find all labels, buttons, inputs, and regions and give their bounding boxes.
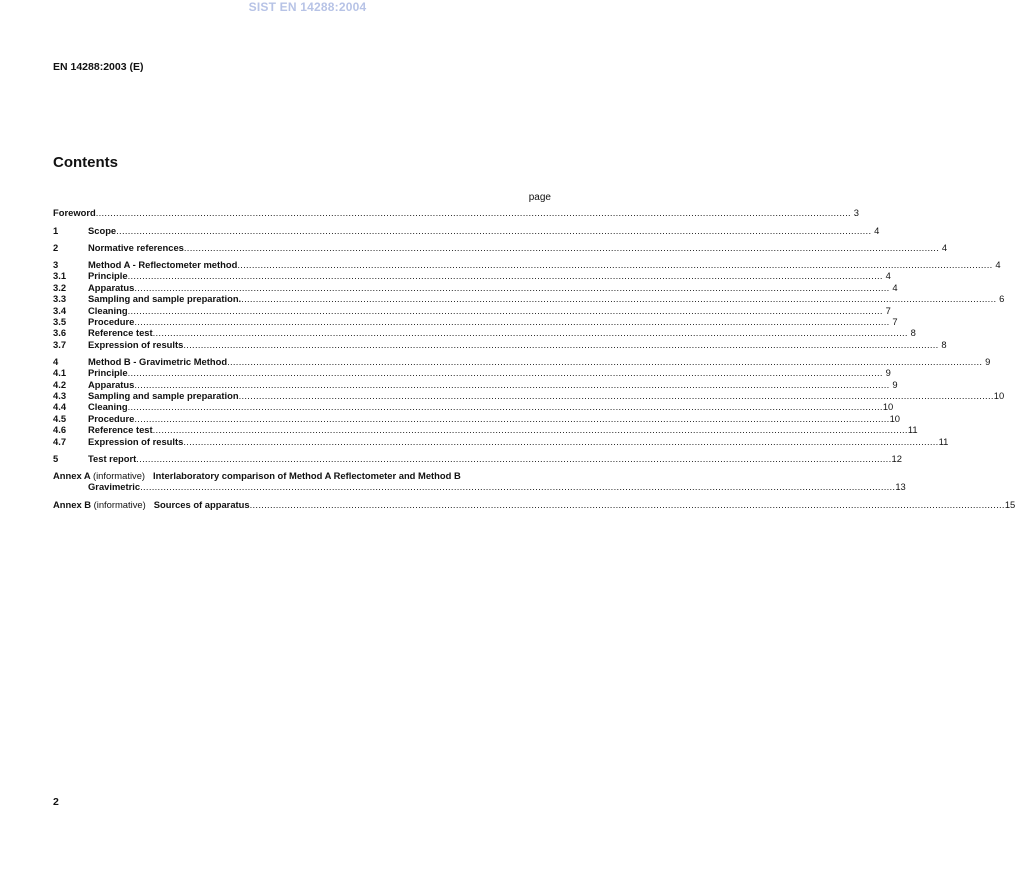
toc-entry[interactable] [53,315,898,327]
toc-entry-number: 3.7 [53,338,67,350]
toc-leader-dots: .................................................................................................................................................................................................................................................................... [152,424,908,436]
toc-entry-annex-a[interactable] [53,469,906,493]
toc-entry-title: Method A - Reflectometer method [88,258,238,270]
annex-label: Annex B [53,498,92,510]
toc-entry-number: 4.4 [53,401,67,413]
toc-entry-title: Apparatus [88,281,135,293]
toc-entry[interactable] [53,338,947,350]
toc-entry-page: 7 [885,304,891,316]
toc-entry-page: 10 [993,390,1005,402]
toc-entry-page: 4 [941,241,948,253]
toc-entry[interactable] [53,390,1005,402]
toc-entry-page: 4 [995,258,1001,270]
toc-entry-number: 4 [53,355,59,367]
toc-entry-title: Principle [88,367,128,379]
toc-entry-page: 9 [885,367,891,379]
toc-entry-title: Apparatus [88,378,135,390]
toc-entry[interactable] [53,327,916,339]
toc-entry-page: 15 [1004,498,1015,510]
toc-entry-title: Cleaning [88,304,128,316]
toc-entry-page: 8 [941,338,947,350]
table-of-contents [53,207,1015,510]
toc-entry-page: 8 [910,327,916,339]
toc-entry[interactable] [53,412,901,424]
toc-entry[interactable] [53,281,898,293]
annex-label: Annex A [53,469,91,481]
toc-entry-title: Foreword [53,207,96,219]
toc-leader-dots: .................................................................................................................................................................................................................................................................... [136,452,892,464]
toc-entry-title: Procedure [88,315,135,327]
toc-entry-title: Test report [88,452,137,464]
toc-entry-title: Procedure [88,412,135,424]
toc-leader-dots: .................................................................................................................................................................................................................................................................... [127,304,883,316]
toc-entry-number: 4.7 [53,435,67,447]
toc-entry[interactable] [53,258,1001,270]
annex-title-continued: Gravimetric [88,481,141,493]
toc-entry[interactable] [53,241,948,253]
toc-entry[interactable] [53,207,859,219]
toc-entry-title: Reference test [88,424,153,436]
page-column-label: page [528,192,551,203]
toc-entry-page: 13 [895,481,906,493]
annex-title: Sources of apparatus [153,498,250,510]
toc-entry-title: Expression of results [88,435,184,447]
toc-entry[interactable] [53,304,891,316]
annex-informative: (informative) [93,498,146,510]
toc-leader-dots: .................................................................................................................................................................................................................................................................... [249,498,1005,510]
toc-entry-number: 4.1 [53,367,67,379]
toc-entry-number: 4.2 [53,378,67,390]
toc-entry-page: 10 [882,401,894,413]
toc-entry-number: 3.4 [53,304,67,316]
toc-entry[interactable] [53,401,894,413]
toc-leader-dots: .................................................................................................................................................................................................................................................................... [152,327,908,339]
toc-leader-dots: .................................................................................................................................................................................................................................................................... [127,401,883,413]
toc-entry-number: 3.3 [53,293,67,305]
toc-leader-dots: .................................................................................................................................................................................................................................................................... [241,293,997,305]
toc-entry[interactable] [53,224,880,236]
toc-entry-title: Normative references [88,241,184,253]
toc-leader-dots: .................................................................................................................................................................................................................................................................... [95,207,851,219]
toc-leader-dots: .................................................................................................................................................................................................................................................................... [134,378,890,390]
toc-leader-dots: .................................................................................................................................................................................................................................................................... [183,338,939,350]
toc-entry-page: 9 [892,378,898,390]
toc-entry-page: 11 [938,435,949,447]
toc-entry[interactable] [53,424,918,436]
toc-entry-title: Reference test [88,327,153,339]
footer-page-number: 2 [53,796,59,808]
toc-entry-page: 4 [892,281,898,293]
toc-entry-page: 7 [892,315,898,327]
toc-leader-dots: .................................................................................................................................................................................................................................................................... [183,435,939,447]
toc-entry-number: 2 [53,241,59,253]
toc-entry-title: Expression of results [88,338,184,350]
toc-entry-page: 9 [985,355,991,367]
toc-entry-title: Method B - Gravimetric Method [88,355,228,367]
toc-entry-annex-b[interactable] [53,498,1015,510]
toc-entry-number: 3.1 [53,270,67,282]
toc-leader-dots: .................................................................................................................................................................................................................................................................... [116,224,872,236]
toc-leader-dots: .................................................................................................................................................................................................................................................................... [183,241,940,253]
toc-leader-dots: .................................................................................................................................................................................................................................................................... [134,281,890,293]
toc-entry-number: 3.5 [53,315,67,327]
toc-entry[interactable] [53,435,949,447]
watermark: SIST EN 14288:2004 [248,0,367,14]
toc-entry-number: 3 [53,258,59,270]
toc-entry-page: 6 [999,293,1005,305]
toc-entry-title: Sampling and sample preparation. [88,293,242,305]
toc-leader-dots: .................................................................................................................................................................................................................................................................... [127,270,883,282]
annex-title: Interlaboratory comparison of Method A Reflectometer and Method B [153,469,461,481]
toc-entry-page: 10 [889,412,901,424]
toc-leader-dots: .................................................................................................................................................................................................................................................................... [227,355,983,367]
toc-entry-title: Cleaning [88,401,128,413]
toc-entry-title: Sampling and sample preparation [88,390,239,402]
toc-entry-page: 4 [885,270,891,282]
toc-entry-title: Scope [88,224,117,236]
toc-entry[interactable] [53,293,1005,305]
annex-informative: (informative) [92,469,146,481]
toc-entry[interactable] [53,355,991,367]
toc-leader-dots: .................................................................................................................................................................................................................................................................... [134,315,890,327]
toc-entry-number: 4.6 [53,424,67,436]
toc-leader-dots: .................................................................................................................................................................................................................................................................... [134,412,890,424]
toc-entry-number: 3.6 [53,327,67,339]
toc-entry-number: 4.5 [53,412,67,424]
toc-entry[interactable] [53,367,891,379]
toc-leader-dots: .................................................................................................................................................................................................................................................................... [127,367,883,379]
toc-entry-page: 12 [891,452,902,464]
toc-entry-page: 4 [874,224,880,236]
toc-entry-title: Principle [88,270,128,282]
toc-entry-number: 3.2 [53,281,67,293]
toc-entry[interactable] [53,452,902,464]
toc-entry-number: 5 [53,452,59,464]
toc-entry-number: 4.3 [53,390,67,402]
toc-entry[interactable] [53,378,898,390]
toc-entry-page: 11 [907,424,918,436]
toc-leader-dots: .................................................................................................................................................................................................................................................................... [140,481,896,493]
toc-entry-page: 3 [853,207,859,219]
toc-leader-dots: .................................................................................................................................................................................................................................................................... [238,390,994,402]
page-title: Contents [53,154,118,171]
toc-leader-dots: .................................................................................................................................................................................................................................................................... [237,258,993,270]
toc-entry-number: 1 [53,224,59,236]
document-id: EN 14288:2003 (E) [53,61,144,73]
toc-entry[interactable] [53,270,891,282]
